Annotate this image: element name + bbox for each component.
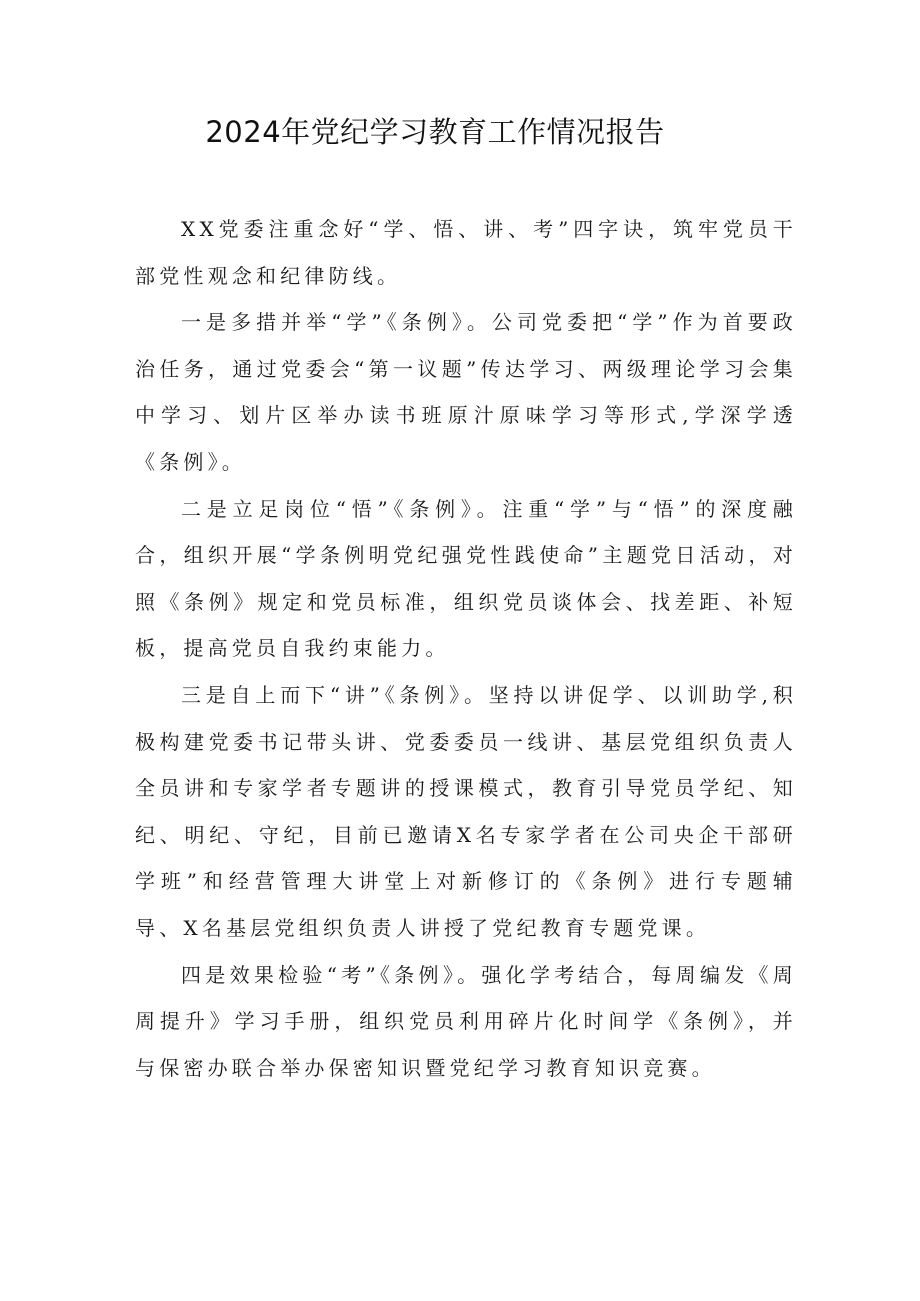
document-body	[135, 206, 797, 1091]
paragraph-lecture: 三是自上而下“讲”《条例》。坚持以讲促学、以训助学,积极构建党委书记带头讲、党委委员一线讲、基层党组织负责人全员讲和专家学者专题讲的授课模式，教育引导党员学纪、知纪、明纪、守纪，目前已邀请X名专家学者在公司央企干部研学班”和经营管理大讲堂上对新修订的《条例》进行专题辅导、X名基层党组织负责人讲授了党纪教育专题党课。	[135, 682, 797, 940]
paragraph-comprehend: 二是立足岗位“悟”《条例》。注重“学”与“悟”的深度融合，组织开展“学条例明党纪强党性践使命”主题党日活动，对照《条例》规定和党员标准，组织党员谈体会、找差距、补短板，提高党员自我约束能力。	[135, 496, 797, 661]
paragraph-exam: 四是效果检验“考”《条例》。强化学考结合，每周编发《周周提升》学习手册，组织党员利用碎片化时间学《条例》，并与保密办联合举办保密知识暨党纪学习教育知识竞赛。	[135, 962, 797, 1080]
paragraph-study: 一是多措并举“学”《条例》。公司党委把“学”作为首要政治任务，通过党委会“第一议题”传达学习、两级理论学习会集中学习、划片区举办读书班原汁原味学习等形式,学深学透《条例》。	[135, 310, 797, 474]
paragraph-intro: XX党委注重念好“学、悟、讲、考”四字诀，筑牢党员干部党性观念和纪律防线。	[135, 217, 797, 288]
document-title: 2024年党纪学习教育工作情况报告	[205, 115, 665, 149]
